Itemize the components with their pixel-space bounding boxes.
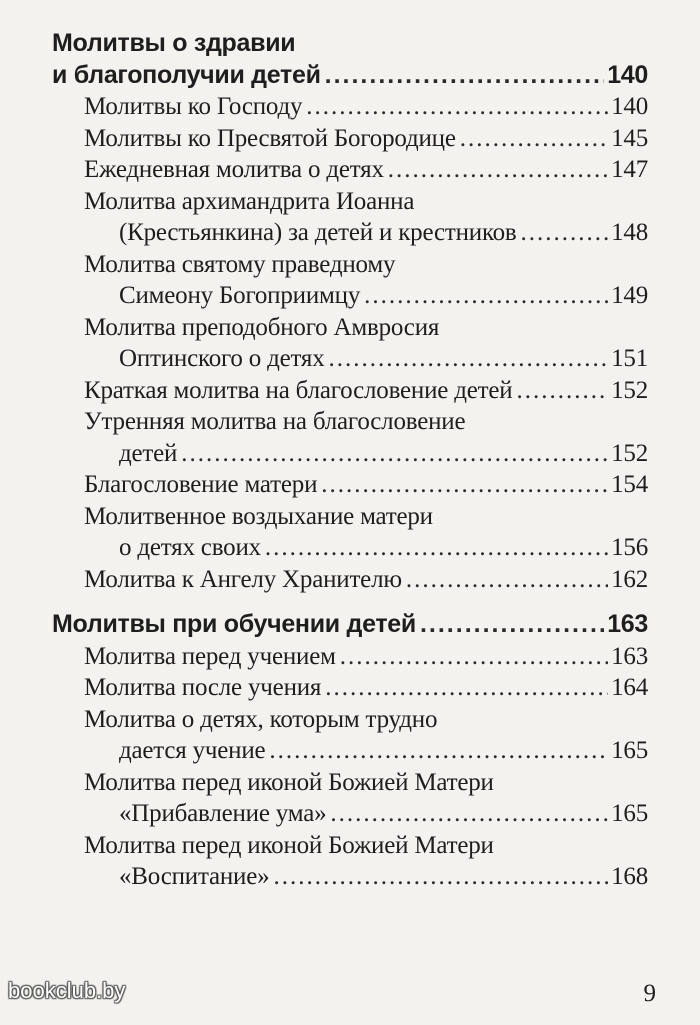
- toc-entry-line: [52, 280, 648, 312]
- toc-entry-line: [52, 830, 648, 862]
- toc-entry: [52, 672, 648, 704]
- toc-entry-line: [52, 564, 648, 596]
- dot-leader: [269, 735, 608, 767]
- dot-leader: [325, 672, 608, 704]
- toc-entry: [52, 641, 648, 673]
- dot-leader: [329, 343, 609, 375]
- toc-entry-page-number: 145: [611, 124, 648, 152]
- toc-entry-line: [52, 501, 648, 533]
- toc-entry-line: [52, 704, 648, 736]
- toc-entry-text: дается учение: [119, 737, 266, 764]
- dot-leader: [325, 60, 605, 92]
- toc-entry-page-number: 164: [611, 674, 648, 701]
- dot-leader: [273, 861, 608, 893]
- dot-leader: [420, 609, 604, 641]
- toc-entry-page-number: 154: [611, 471, 648, 498]
- toc-entry-line: [52, 469, 648, 501]
- section-page-number: 140: [607, 60, 648, 89]
- toc-entry: [52, 406, 648, 469]
- section-title: [52, 28, 648, 91]
- toc-entry: [52, 767, 648, 830]
- section-title-text: Молитвы при обучении детей: [52, 610, 416, 638]
- dot-leader: [516, 375, 608, 407]
- dot-leader: [460, 123, 608, 155]
- section-title-line: [52, 60, 648, 92]
- toc-entry-text: о детях своих: [119, 534, 261, 561]
- toc-entry-line: [52, 91, 648, 123]
- toc-entry-line: [52, 123, 648, 155]
- toc-entry-page-number: 152: [611, 439, 648, 467]
- toc-entry: [52, 123, 648, 155]
- toc-entry-text: Краткая молитва на благословение детей: [84, 376, 513, 404]
- section-page-number: 163: [607, 610, 648, 638]
- toc-entry-text: Молитва перед иконой Божией Матери: [84, 831, 494, 859]
- toc-entry-text: Молитва преподобного Амвросия: [84, 313, 440, 341]
- watermark: bookclub.by: [8, 978, 126, 1003]
- toc-entry-page-number: 165: [611, 800, 648, 827]
- toc-entry-line: [52, 641, 648, 673]
- dot-leader: [330, 798, 608, 830]
- toc-entry: [52, 704, 648, 767]
- toc-entry-page-number: 152: [611, 376, 648, 404]
- toc-entry-text: Симеону Богоприимцу: [119, 282, 361, 309]
- dot-leader: [521, 217, 609, 249]
- toc-entry-page-number: 163: [611, 642, 648, 670]
- dot-leader: [364, 280, 608, 312]
- toc-entry: [52, 186, 648, 249]
- toc-entry-line: [52, 343, 648, 375]
- dot-leader: [306, 91, 608, 123]
- toc-entry-line: [52, 532, 648, 564]
- toc-entry: [52, 830, 648, 893]
- toc-entry-text: Утренняя молитва на благословение: [84, 408, 466, 435]
- toc-entry-text: Ежедневная молитва о детях: [84, 156, 384, 183]
- dot-leader: [265, 532, 608, 564]
- toc-entry-line: [52, 735, 648, 767]
- section-title-line: [52, 609, 648, 641]
- toc-entry-line: [52, 438, 648, 470]
- toc-entry: [52, 249, 648, 312]
- toc-entry: [52, 469, 648, 501]
- toc-entry-text: Оптинского о детях: [119, 345, 325, 372]
- toc-entry-line: [52, 217, 648, 249]
- toc-entry-text: Молитва о детях, которым трудно: [84, 705, 438, 733]
- toc-entry-text: Молитва к Ангелу Хранителю: [84, 565, 402, 593]
- toc-entry-text: Молитвы ко Господу: [84, 93, 303, 120]
- toc-entry-text: Молитва после учения: [84, 674, 322, 701]
- toc-entry-line: [52, 767, 648, 799]
- dot-leader: [406, 564, 608, 596]
- toc-entry-page-number: 162: [611, 565, 648, 593]
- toc-section: [52, 28, 648, 595]
- toc-entry-text: Молитва святому праведному: [84, 250, 396, 278]
- toc-entry: [52, 375, 648, 407]
- toc-entry-line: [52, 375, 648, 407]
- toc-entry: [52, 312, 648, 375]
- toc-entry-page-number: 156: [611, 534, 648, 561]
- toc-entry-text: Благословение матери: [84, 471, 318, 498]
- toc-entry-text: (Крестьянкина) за детей и крестников: [119, 219, 517, 246]
- toc-entry-page-number: 140: [611, 93, 648, 120]
- toc-entry-page-number: 148: [611, 219, 648, 246]
- dot-leader: [340, 641, 608, 673]
- toc-entry-page-number: 147: [611, 156, 648, 183]
- section-title-line: [52, 28, 648, 60]
- section-title-text: и благополучии детей: [52, 60, 321, 89]
- dot-leader: [388, 154, 608, 186]
- page-number: 9: [643, 980, 656, 1007]
- toc-entry: [52, 564, 648, 596]
- toc-entry-line: [52, 861, 648, 893]
- toc-entry-text: «Воспитание»: [119, 863, 270, 890]
- toc-entry: [52, 91, 648, 123]
- toc-entry-text: «Прибавление ума»: [119, 800, 327, 827]
- toc-entry-line: [52, 186, 648, 218]
- section-title-text: Молитвы о здравии: [52, 29, 296, 57]
- toc-entry-line: [52, 798, 648, 830]
- toc-entry: [52, 501, 648, 564]
- toc-entry-text: Молитва архимандрита Иоанна: [84, 187, 415, 215]
- toc-entry-text: детей: [119, 439, 178, 467]
- toc-entry: [52, 154, 648, 186]
- toc-section: [52, 609, 648, 893]
- dot-leader: [321, 469, 608, 501]
- table-of-contents: [52, 28, 648, 903]
- toc-entry-line: [52, 154, 648, 186]
- toc-entry-text: Молитва перед иконой Божией Матери: [84, 768, 494, 796]
- toc-entry-line: [52, 312, 648, 344]
- toc-entry-page-number: 151: [611, 345, 648, 372]
- toc-entry-page-number: 149: [611, 282, 648, 309]
- toc-entry-page-number: 165: [611, 737, 648, 764]
- toc-entry-line: [52, 672, 648, 704]
- toc-entry-page-number: 168: [611, 863, 648, 890]
- toc-entry-line: [52, 249, 648, 281]
- dot-leader: [181, 438, 608, 470]
- toc-entry-text: Молитва перед учением: [84, 642, 336, 670]
- toc-entry-text: Молитвенное воздыхание матери: [84, 502, 433, 530]
- section-title: [52, 609, 648, 641]
- toc-entry-line: [52, 406, 648, 438]
- toc-entry-text: Молитвы ко Пресвятой Богородице: [84, 124, 456, 152]
